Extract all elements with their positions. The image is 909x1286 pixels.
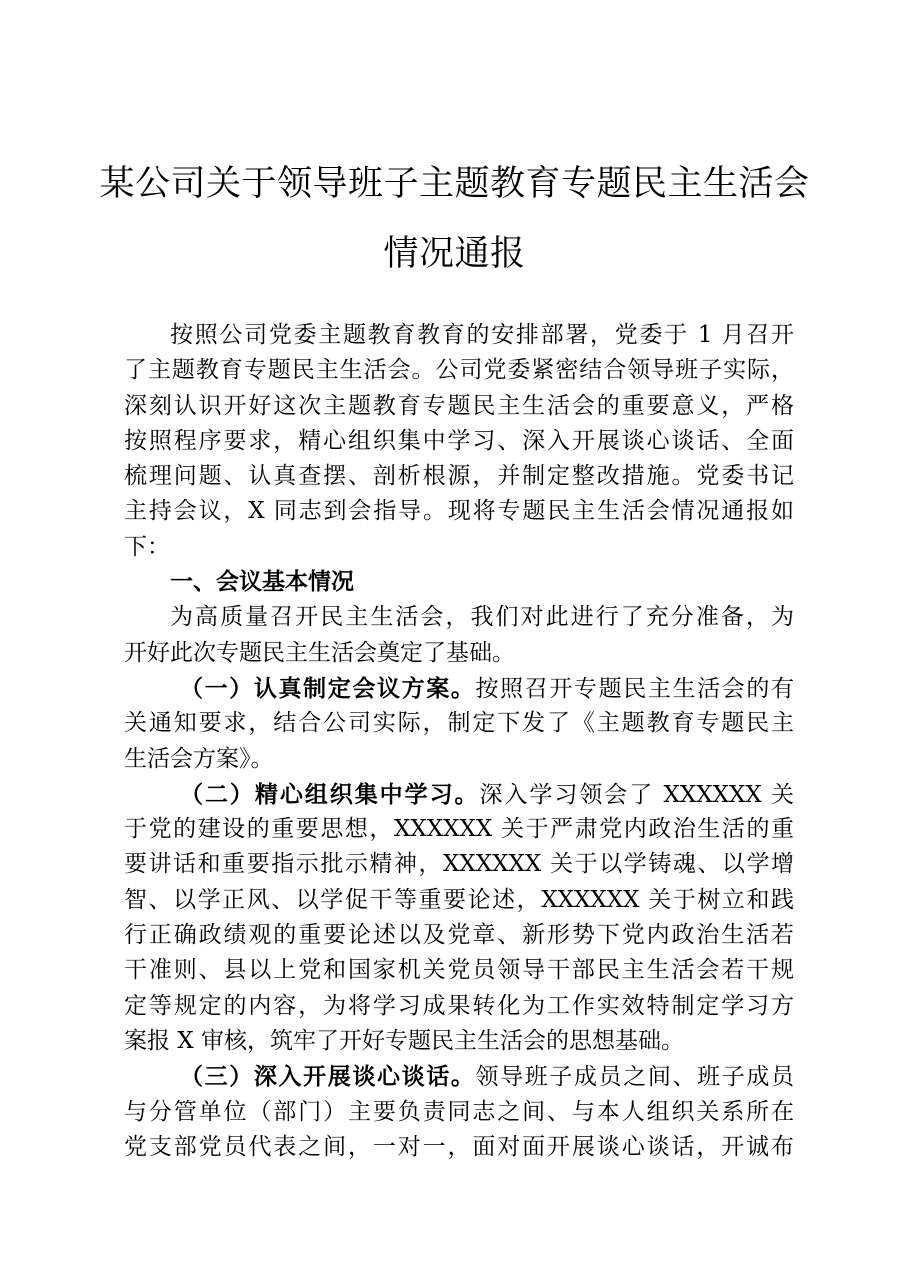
- intro-line: 按照公司党委主题教育教育的安排部署，党委于 1 月召开: [170, 322, 794, 348]
- item-text: 深入学习领会了 XXXXXX 关: [479, 781, 794, 808]
- document-title-line-1: 某公司关于领导班子主题教育专题民主生活会: [99, 164, 810, 204]
- item-heading: （二）精心组织集中学习。: [180, 780, 480, 808]
- section-heading: 一、会议基本情况: [170, 569, 354, 596]
- item-text: 按照召开专题民主生活会的有: [475, 675, 794, 702]
- item-line: [124, 777, 794, 812]
- item-text: 领导班子成员之间、班子成员: [475, 1064, 794, 1091]
- intro-line: 按照程序要求，精心组织集中学习、深入开展谈心谈话、全面: [124, 427, 794, 454]
- intro-line: 了主题教育专题民主生活会。公司党委紧密结合领导班子实际，: [124, 357, 794, 384]
- item-line: 生活会方案》。: [124, 745, 274, 772]
- item-line: 定等规定的内容，为将学习成果转化为工作实效特制定学习方: [124, 992, 794, 1019]
- intro-line: 主持会议，X 同志到会指导。现将专题民主生活会情况通报如: [124, 498, 794, 525]
- intro-line: 下：: [124, 533, 170, 560]
- item-line: 要讲话和重要指示批示精神，XXXXXX 关于以学铸魂、以学增: [124, 851, 794, 878]
- item-line: 于党的建设的重要思想，XXXXXX 关于严肃党内政治生活的重: [124, 816, 794, 843]
- intro-line: 深刻认识开好这次主题教育专题民主生活会的重要意义，严格: [124, 392, 794, 419]
- document-title-line-2: 情况通报: [383, 234, 526, 274]
- item-heading: （三）深入开展谈心谈话。: [180, 1063, 476, 1091]
- item-line: 与分管单位（部门）主要负责同志之间、与本人组织关系所在: [124, 1098, 794, 1125]
- item-line: 行正确政绩观的重要论述以及党章、新形势下党内政治生活若: [124, 922, 794, 949]
- item-line: [124, 671, 794, 706]
- item-line: 智、以学正风、以学促干等重要论述，XXXXXX 关于树立和践: [124, 886, 794, 913]
- item-line: 关通知要求，结合公司实际，制定下发了《主题教育专题民主: [124, 710, 794, 737]
- section-para-line: 为高质量召开民主生活会，我们对此进行了充分准备，为: [170, 604, 794, 631]
- intro-line: 梳理问题、认真查摆、剖析根源，并制定整改措施。党委书记: [124, 463, 794, 490]
- document-body: [124, 318, 794, 1165]
- item-heading: （一）认真制定会议方案。: [180, 674, 476, 702]
- item-line: 案报 X 审核，筑牢了开好专题民主生活会的思想基础。: [124, 1027, 684, 1054]
- section-para-line: 开好此次专题民主生活会奠定了基础。: [124, 639, 515, 666]
- item-line: [124, 1059, 794, 1094]
- item-line: 干准则、县以上党和国家机关党员领导干部民主生活会若干规: [124, 957, 794, 984]
- item-line: 党支部党员代表之间，一对一，面对面开展谈心谈话，开诚布: [124, 1133, 794, 1160]
